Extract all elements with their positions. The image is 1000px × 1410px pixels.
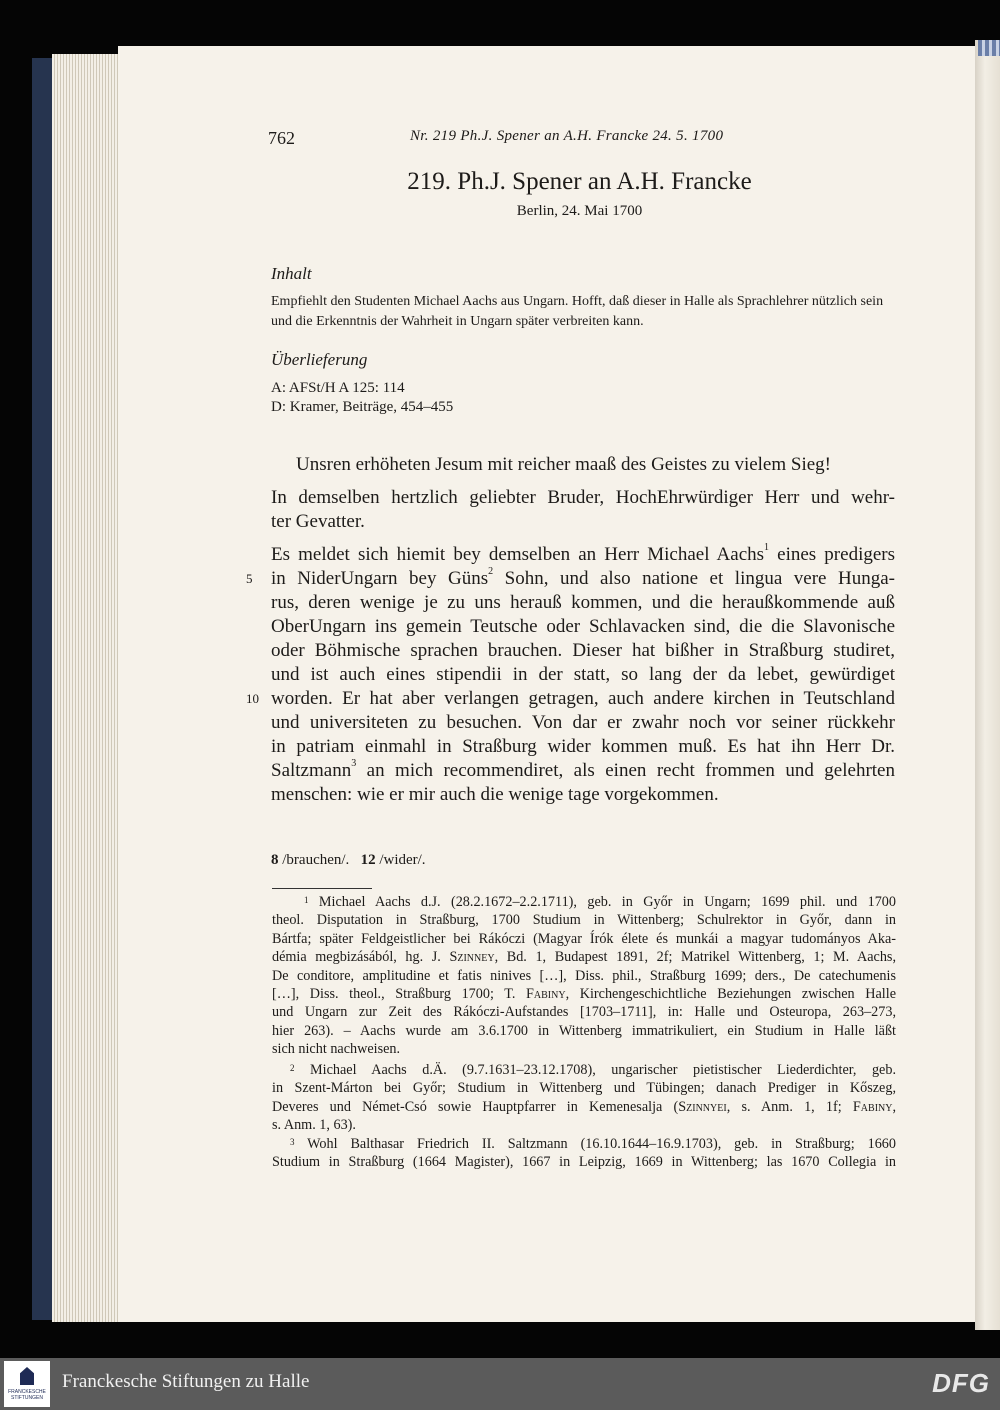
footnote-mark: 1 [304, 895, 309, 905]
logo-icon [20, 1367, 34, 1385]
source-a: A: AFSt/H A 125: 114 [271, 380, 405, 396]
footnote-text: Wohl Balthasar Friedrich II. Saltzmann (16.10.1644–16.9.1703), geb. in Straßburg; 1660 [307, 1136, 896, 1152]
author-name: Fabiny [852, 1098, 893, 1115]
body-line-5: oder Böhmische sprachen brauchen. Dieser hat bißher in Straßburg studiret, [271, 640, 895, 661]
body-line-11: menschen: wie er mir auch die wenige tage vorgekommen. [271, 784, 719, 805]
logo-text: FRANCKESCHE STIFTUNGEN [8, 1389, 46, 1401]
footnote-text: Deveres und Német-Csó sowie Hauptpfarrer in Kemenesalja ( [272, 1098, 679, 1115]
body-text: eines predigers [769, 544, 895, 565]
footnote-text: […], Diss. theol., Straßburg 1700; T. [272, 985, 527, 1002]
footnote-text: Michael Aachs d.J. (28.2.1672–2.2.1711), geb. in Győr in Ungarn; 1699 phil. und 1700 [318, 894, 896, 910]
letter-title: 219. Ph.J. Spener an A.H. Francke [407, 168, 752, 195]
footnote-ref-1[interactable]: 1 [764, 542, 770, 553]
body-text: an mich recommendiret, als einen recht frommen und gelehrten [356, 760, 895, 781]
institution-name[interactable]: Franckesche Stiftungen zu Halle [62, 1371, 310, 1392]
ueberlieferung-heading: Überlieferung [271, 350, 368, 369]
footnote-2 [272, 1061, 896, 1135]
running-title: Nr. 219 Ph.J. Spener an A.H. Francke 24. 5. 1700 [410, 128, 724, 144]
footnote-mark: 2 [290, 1063, 295, 1073]
footnote-text: , s. Anm. 1, 1f; [726, 1098, 853, 1115]
page-number: 762 [268, 128, 295, 148]
body-line-9: in patriam einmahl in Straßburg wider kommen muß. Es hat ihn Herr Dr. [271, 736, 895, 757]
facing-page-edge [975, 40, 1000, 1330]
variant-text: /brauchen/. [278, 852, 350, 868]
footnote-ref-2[interactable]: 2 [488, 566, 494, 577]
body-text: in NiderUngarn bey Güns [271, 568, 489, 589]
author-name: Szinney [449, 949, 495, 966]
footnote-3 [272, 1135, 896, 1172]
footnote-text: Michael Aachs d.Ä. (9.7.1631–23.12.1708), ungarischer pietistischer Liederdichter, geb. [310, 1062, 896, 1078]
footnote-text: démia megbizásából, hg. J. [272, 949, 450, 966]
footnote-line: Bártfa; später Feldgeistlicher bei Rákóczi (Magyar Írók élete és munkái a magyar tudományos Aka- [272, 930, 896, 947]
institution-logo[interactable] [4, 1361, 50, 1407]
inhalt-text: Empfiehlt den Studenten Michael Aachs aus Ungarn. Hofft, daß dieser in Halle als Sprachlehrer nützlich sein und die Erkenntnis der Wahrheit in Ungarn später verbreiten kann. [271, 294, 884, 329]
body-line-4: OberUngarn ins gemein Teutsche oder Schlavacken sind, die die Slavonische [271, 616, 895, 637]
body-text: Saltzmann [271, 760, 352, 781]
bookmark-band [978, 40, 1000, 56]
source-d: D: Kramer, Beiträge, 454–455 [271, 399, 454, 415]
footnote-line [272, 1098, 896, 1116]
footnote-rule [272, 888, 372, 889]
body-line-10 [271, 760, 895, 782]
footnote-line [272, 985, 896, 1003]
inhalt-heading: Inhalt [271, 264, 312, 283]
variant-apparatus [271, 852, 426, 869]
line-number-5: 5 [246, 571, 253, 586]
dfg-logo[interactable]: DFG [932, 1368, 990, 1398]
body-text: Sohn, und also natione et lingua vere Hunga- [493, 568, 895, 589]
variant-line-ref: 8 [271, 852, 279, 868]
body-line-7: worden. Er hat aber verlangen getragen, auch andere kirchen in Teutschland [271, 688, 895, 709]
body-line-8: und universiteten zu besuchen. Von dar er zwahr noch vor seiner rückkehr [271, 712, 895, 733]
footnote-line [272, 948, 896, 966]
footnote-1 [272, 893, 896, 1059]
footnote-ref-3[interactable]: 3 [351, 758, 357, 769]
footnote-line: sich nicht nachweisen. [272, 1041, 401, 1058]
footnote-line [272, 1135, 896, 1153]
footnote-line: in Szent-Márton bei Győr; Studium in Wittenberg und Tübingen; danach Prediger in Kőszeg, [272, 1080, 896, 1097]
footnote-text: , Kirchengeschichtliche Beziehungen zwischen Halle [565, 985, 896, 1002]
greeting: Unsren erhöheten Jesum mit reicher maaß des Geistes zu vielem Sieg! [296, 454, 831, 475]
author-name: Szinnyei [678, 1098, 727, 1115]
letter-dateline: Berlin, 24. Mai 1700 [516, 203, 643, 219]
footnote-text: , [892, 1098, 897, 1115]
footnote-line: und Ungarn zur Zeit des Rákóczi-Aufstandes [1703–1711], in: Halle und Osteuropa, 263–273, [272, 1004, 896, 1021]
author-name: Fabiny [526, 985, 566, 1002]
body-line-3: rus, deren wenige je zu uns herauß kommen, und die heraußkommende auß [271, 592, 895, 613]
footnote-line: theol. Disputation in Straßburg, 1700 Studium in Wittenberg; Schulrektor in Győr, dann in [272, 912, 896, 929]
address-line-2: ter Gevatter. [271, 511, 365, 532]
footnote-line [272, 1061, 896, 1079]
variant-line-ref: 12 [360, 852, 376, 868]
footnote-line: s. Anm. 1, 63). [272, 1117, 356, 1134]
footnote-mark: 3 [290, 1137, 295, 1147]
footnote-line [272, 893, 896, 911]
footnote-line: De conditore, amplitudine et fatis ninives […], Diss. phil., Straßburg 1699; ders., De catechumenis [272, 967, 896, 984]
variant-text: /wider/. [375, 852, 426, 868]
footnote-text: , Bd. 1, Budapest 1891, 2f; Matrikel Wittenberg, 1; M. Aachs, [494, 949, 896, 966]
page-edges [52, 54, 122, 1322]
line-number-10: 10 [246, 691, 259, 706]
body-line-1 [271, 544, 895, 566]
body-text: Es meldet sich hiemit bey demselben an Herr Michael Aachs [271, 544, 765, 565]
address-line-1: In demselben hertzlich geliebter Bruder, HochEhrwürdiger Herr und wehr- [271, 487, 895, 508]
footnote-line: Studium in Straßburg (1664 Magister), 1667 in Leipzig, 1669 in Wittenberg; las 1670 Collegia in [272, 1154, 896, 1171]
body-line-6: und ist auch eines stipendii in der statt, so lang der da lebet, gewürdiget [271, 664, 895, 685]
footnote-line: hier 263). – Aachs wurde am 3.6.1700 in Wittenberg immatrikuliert, ein Studium in Halle läßt [272, 1022, 896, 1039]
body-line-2 [271, 568, 895, 590]
